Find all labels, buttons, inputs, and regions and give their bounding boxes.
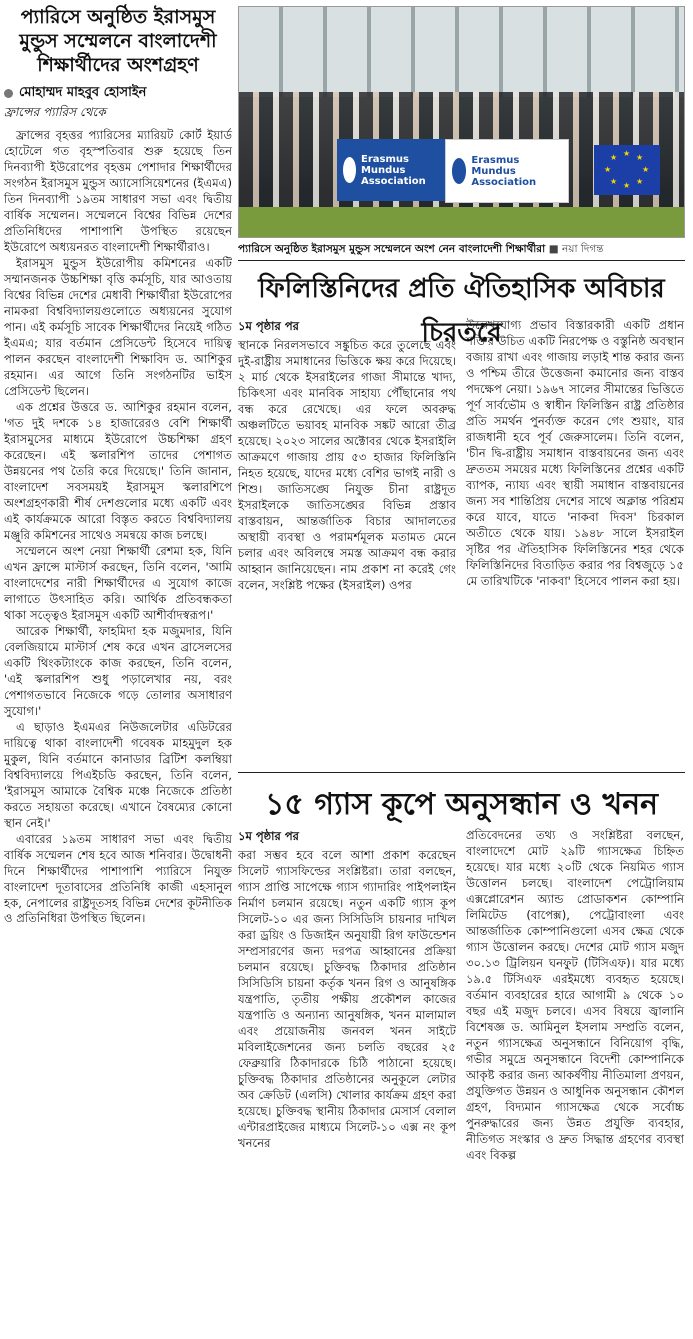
- article-gas-col1: [238, 828, 456, 1152]
- banner-text: Erasmus Mundus Association: [471, 154, 537, 188]
- headline-line: শিক্ষার্থীদের অংশগ্রহণ: [37, 53, 199, 76]
- divider: [238, 772, 685, 773]
- photo-caption: [238, 242, 685, 259]
- bullet-icon: [4, 89, 13, 98]
- photo-grass: [239, 207, 684, 237]
- byline: [4, 83, 232, 104]
- eu-flag-icon: ★ ★ ★ ★ ★ ★ ★ ★: [594, 145, 660, 195]
- paragraph: এক প্রশ্নের উত্তরে ড. আশিকুর রহমান বলেন, 'গত দুই দশকে ১৪ হাজারেরও বেশি শিক্ষার্থী ইরাসমুসের মাধ্যমে ইউরোপে উচ্চশিক্ষা গ্রহণ করেছেন। এই স্কলারশিপ তাদের পেশাগত উন্নয়নের পথ তৈরি করে দিয়েছে।' তিনি জানান, বাংলাদেশ সবসময়ই ইরাসমুস স্কলারশিপে অংশগ্রহণকারী শীর্ষ দেশগুলোর মধ্যে একটি এবং এই কার্যক্রমকে আরো বিস্তৃত করতে বিশ্ববিদ্যালয় মঞ্জুরি কমিশনের সাথেও সমন্বয়ে কাজ চলছে।: [4, 399, 232, 542]
- banner-text: Erasmus Mundus Association: [360, 153, 426, 187]
- group-photo: [238, 6, 685, 238]
- paragraph: এ ছাড়াও ইএমএর নিউজলেটার এডিটরের দায়িত্বে থাকা বাংলাদেশী গবেষক মাহমুদুল হক মুকুল, যিনি বর্তমানে কানাডার ব্রিটিশ কলম্বিয়া বিশ্ববিদ্যালয়ে পিএইচডি করছেন, তিনি বলেন, 'ইরাসমুস আমাকে বৈশ্বিক মঞ্চে নিজেকে প্রতিষ্ঠা করতে সহায়তা করেছে। এখানে বৈষম্যের কোনো স্থান নেই।': [4, 719, 232, 830]
- article-erasmus-body: [4, 128, 232, 927]
- ema-logo-icon: [343, 157, 356, 183]
- column-text: করা সম্ভব হবে বলে আশা প্রকাশ করেছেন সিলেট গ্যাসফিল্ডের সংশ্লিষ্টরা। তারা বলছেন, গ্যাস প্রাপ্তি সাপেক্ষে গ্যাস গ্যাদারিং পাইপলাইন নির্মাণ চলমান রয়েছে। নতুন একটি গ্যাস কূপ সিলেট-১০ এর জন্য সিসিডিসি চায়নার দাখিল করা ড্রয়িং ও ডিজাইন অনুযায়ী রিগ ফাউন্ডেশন সম্প্রসারণের জন্য দরপত্র আহ্বানের প্রক্রিয়া চলমান রয়েছে। চুক্তিবদ্ধ ঠিকাদার প্রতিষ্ঠান সিসিডিসি চায়না কর্তৃক খনন রিগ ও আনুষঙ্গিক যন্ত্রপাতি, তৃতীয় পক্ষীয় প্রকৌশল কাজের যন্ত্রপাতি ও অন্যান্য আনুষঙ্গিক, খনন মালামাল এবং প্রয়োজনীয় জনবল খনন সাইটে মবিলাইজেশনের জন্য চলতি বছরের ২৫ ফেব্রুয়ারি ঠিকাদারকে চিঠি পাঠানো হয়েছে। চুক্তিবদ্ধ ঠিকাদার প্রতিষ্ঠানের অনুকূলে লেটার অব ক্রেডিট (এলসি) খোলার কার্যক্রম গ্রহণ করা হয়েছে। চুক্তিবদ্ধ স্থানীয় ঠিকাদার মেসার্স বেলাল এন্টারপ্রাইজের মাধ্যমে সিলেট-১০ এক্স নং কূপ খননের: [238, 848, 456, 1150]
- author-name: মোহাম্মদ মাহবুব হোসাইন: [19, 85, 147, 101]
- paragraph: ইরাসমুস মুন্ডুস ইউরোপীয় কমিশনের একটি সম্মানজনক উচ্চশিক্ষা বৃত্তি কর্মসূচি, যার আওতায় বিশ্বের বিভিন্ন দেশের মেধাবী শিক্ষার্থীরা ইউরোপের নামকরা বিশ্ববিদ্যালয়গুলোতে অধ্যয়নের সুযোগ পান। এই কর্মসূচি সাবেক শিক্ষার্থীদের নিয়েই গঠিত ইএমএ; যার বর্তমান প্রেসিডেন্ট হিসেবে দায়িত্ব পালন করছেন বাংলাদেশী শিক্ষাবিদ ড. আশিকুর রহমান। এর আগে তিনি সংগঠনটির ভাইস প্রেসিডেন্ট ছিলেন।: [4, 256, 232, 398]
- dateline: ফ্রান্সের প্যারিস থেকে: [4, 105, 106, 120]
- paragraph: সম্মেলনে অংশ নেয়া শিক্ষার্থী রেশমা হক, যিনি এখন ফ্রান্সে মাস্টার্স করছেন, তিনি বলেন, 'আমি বাংলাদেশের নারী শিক্ষার্থীদের এ সুযোগ কাজে লাগাতে উৎসাহিত করি। আর্থিক প্রতিবন্ধকতা থাকা সত্ত্বেও ইরাসমুস একটি আশীর্বাদস্বরূপ।': [4, 543, 232, 622]
- article-erasmus-headline: [4, 6, 232, 77]
- column-text: প্রতিবেদনের তথ্য ও সংশ্লিষ্টরা বলছেন, বাংলাদেশে মোট ২৯টি গ্যাসক্ষেত্র চিহ্নিত হয়েছে। যার মধ্যে ২০টি থেকে নিয়মিত গ্যাস উত্তোলন চলছে। বাংলাদেশ পেট্রোলিয়াম এক্সপ্লোরেশন অ্যান্ড প্রোডাকশন কোম্পানি লিমিটেড (বাপেক্স), পেট্রোবাংলা এবং আন্তর্জাতিক কোম্পানিগুলো এসব ক্ষেত্র থেকে গ্যাস উত্তোলন করছে। দেশের মোট গ্যাস মজুদ ৩০.১৩ ট্রিলিয়ন ঘনফুট (টিসিএফ)। যার মধ্যে ১৯.৫ টিসিএফ এরইমধ্যে ব্যবহৃত হয়েছে। বর্তমান ব্যবহারের হারে আগামী ৯ থেকে ১০ বছর এই মজুদ চলবে। এসব বিষয়ে জ্বালানি বিশেষজ্ঞ ড. আমিনুল ইসলাম সম্প্রতি বলেন, নতুন গ্যাসক্ষেত্র অনুসন্ধানে বিনিয়োগ বৃদ্ধি, গভীর সমুদ্রে অনুসন্ধানে বিদেশী কোম্পানিকে আকৃষ্ট করার জন্য আকর্ষণীয় নীতিমালা প্রণয়ন, প্রযুক্তিগত উন্নয়ন ও আধুনিক অনুসন্ধান কৌশল গ্রহণ, বিদ্যমান গ্যাসক্ষেত্র থেকে সর্বোচ্চ পুনরুদ্ধারের জন্য উন্নত প্রযুক্তি ব্যবহার, নীতিগত সংস্কার ও দ্রুত সিদ্ধান্ত গ্রহণের ব্যবস্থা এবং বিকল্প: [466, 828, 684, 1162]
- headline-line: প্যারিসে অনুষ্ঠিত ইরাসমুস: [20, 6, 216, 28]
- ema-banner-white: [445, 139, 569, 203]
- article-palestine-col2: [466, 318, 684, 590]
- paragraph: আরেক শিক্ষার্থী, ফাহমিদা হক মজুমদার, যিনি বেলজিয়ামে মাস্টার্স শেষ করে এখন ব্রাসেলসের একটি থিংকট্যাংকে কাজ করছেন, তিনি বলেন, 'এই স্কলারশিপ শুধু পড়ালেখার নয়, বরং পেশাগতভাবে নিজেকে গড়ে তোলার অসাধারণ সুযোগ।': [4, 623, 232, 718]
- column-text: উল্লেখযোগ্য প্রভাব বিস্তারকারী একটি প্রধান শক্তির উচিত একটি নিরপেক্ষ ও বস্তুনিষ্ঠ অবস্থান বজায় রাখা এবং গাজায় লড়াই শান্ত করার জন্য ও পশ্চিম তীরে উত্তেজনা কমানোর জন্য বাস্তব পদক্ষেপ নেয়া। ১৯৬৭ সালের সীমান্তের ভিত্তিতে পূর্ণ সার্বভৌম ও স্বাধীন ফিলিস্তিন রাষ্ট্র প্রতিষ্ঠার প্রতি সমর্থন পুনর্ব্যক্ত করেন গেং শুয়াং, যার রাজধানী হবে পূর্ব জেরুসালেম। তিনি বলেন, 'চীন দ্বি-রাষ্ট্রীয় সমাধান বাস্তবায়নের জন্য এবং দ্রুততম সময়ের মধ্যে ফিলিস্তিনের প্রশ্নের একটি ব্যাপক, ন্যায্য এবং স্থায়ী সমাধান বাস্তবায়নের জন্য সব শান্তিপ্রিয় দেশের সাথে অক্লান্ত পরিশ্রম করে যাবে, যাতে 'নাকবা দিবস' চিরকাল অতীতে থেকে যায়। ১৯৪৮ সালে ইসরাইল সৃষ্টির পর ঐতিহাসিক ফিলিস্তিনের শহর থেকে ফিলিস্তিনিদের বিতাড়িত করার পর বিশ্বজুড়ে ১৫ মে তারিখটিকে 'নাকবা' হিসেবে পালন করা হয়।: [466, 318, 684, 588]
- photo-building: [239, 7, 684, 97]
- ema-banner-blue: [337, 139, 449, 201]
- ema-logo-icon: [452, 158, 466, 184]
- paragraph: এবারের ১৯তম সাধারণ সভা এবং দ্বিতীয় বার্ষিক সম্মেলন শেষ হবে আজ শনিবার। উদ্বোধনী দিনে শিক্ষার্থীদের পাশাপাশি প্যারিসে নিযুক্ত বাংলাদেশ দূতাবাসের প্রতিনিধি কাজী এহসানুল হক, নেপালের রাষ্ট্রদূতসহ বিভিন্ন দেশের কূটনীতিক ও প্রতিনিধিরা উপস্থিত ছিলেন।: [4, 831, 232, 926]
- column-text: স্থানকে নিরলসভাবে সঙ্কুচিত করে তুলেছে এবং দুই-রাষ্ট্রীয় সমাধানের ভিত্তিকে ক্ষয় করে দিয়েছে। ২ মার্চ থেকে ইসরাইলের গাজা সীমান্তে খাদ্য, চিকিৎসা এবং মানবিক সাহায্য পৌঁছানোর পথ বন্ধ করে রেখেছে। এর ফলে অবরুদ্ধ অঞ্চলটিতে ভয়াবহ মানবিক সঙ্কট আরো তীব্র হয়েছে। ২০২৩ সালের অক্টোবর থেকে ইসরাইলি আক্রমণে গাজায় প্রায় ৫৩ হাজার ফিলিস্তিনি নিহত হয়েছে, যাদের মধ্যে বেশির ভাগই নারী ও শিশু। জাতিসঙ্ঘে নিযুক্ত চীনা রাষ্ট্রদূত ইসরাইলকে জাতিসঙ্ঘের বিভিন্ন প্রস্তাব বাস্তবায়ন, আন্তর্জাতিক বিচার আদালতের অস্থায়ী ব্যবস্থা ও পরামর্শমূলক মতামত মেনে চলার এবং অবিলম্বে সমস্ত আক্রমণ বন্ধ করার আহ্বান জানিয়েছেন। নাম প্রকাশ না করেই গেং বলেন, সংশ্লিষ্ট পক্ষের (ইসরাইল) ওপর: [238, 338, 456, 592]
- paragraph: ফ্রান্সের বৃহত্তর প্যারিসের ম্যারিয়ট কোর্ট ইয়ার্ড হোটেলে গত বৃহস্পতিবার শুরু হয়েছে তিন দিনব্যাপী ইউরোপের বৃহত্তম পেশাদার শিক্ষার্থীদের সংগঠন ইরাসমুস মুন্ডুস অ্যাসোসিয়েশনের (ইএমএ) তিন দিনব্যাপী ১৯তম সাধারণ সভা এবং দ্বিতীয় বার্ষিক সম্মেলন। সম্মেলনে বিশ্বের বিভিন্ন দেশের প্রতিনিধিদের পাশাপাশি উপস্থিত রয়েছেন ইউরোপে অধ্যয়নরত বাংলাদেশী শিক্ষার্থীরাও।: [4, 128, 232, 255]
- divider: [238, 260, 685, 261]
- article-gas-col2: [466, 828, 684, 1164]
- article-erasmus: [4, 6, 232, 927]
- photo-credit: ■ নয়া দিগন্ত: [548, 243, 604, 255]
- article-palestine-headline: ফিলিস্তিনিদের প্রতি ঐতিহাসিক অবিচার চিরতরে: [258, 274, 665, 348]
- caption-text: প্যারিসে অনুষ্ঠিত ইরাসমুস মুন্ডুস সম্মেলনে অংশ নেন বাংলাদেশী শিক্ষার্থীরা: [238, 243, 546, 255]
- article-palestine-col1: [238, 318, 456, 594]
- headline-line: মুন্ডুস সম্মেলনে বাংলাদেশী: [19, 29, 217, 52]
- article-gas-headline: ১৫ গ্যাস কূপে অনুসন্ধান ও খনন: [264, 787, 659, 822]
- jump-label: ১ম পৃষ্ঠার পর: [238, 319, 299, 333]
- jump-label: ১ম পৃষ্ঠার পর: [238, 829, 299, 843]
